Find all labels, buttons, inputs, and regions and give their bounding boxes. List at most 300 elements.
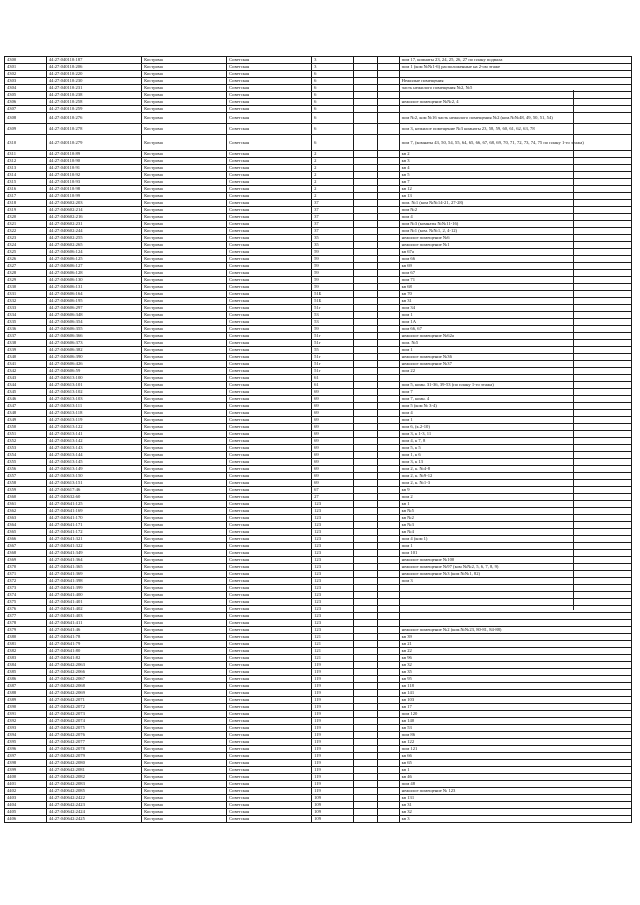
- city-cell: Кострома: [142, 410, 227, 417]
- row-number-cell: 4360: [5, 494, 47, 501]
- house-number-cell: 51Б: [312, 298, 354, 305]
- empty-cell: [378, 113, 400, 124]
- empty-cell: [354, 781, 378, 788]
- empty-cell: [354, 690, 378, 697]
- house-number-cell: 53: [312, 319, 354, 326]
- row-number-cell: 4362: [5, 508, 47, 515]
- row-number-cell: 4372: [5, 578, 47, 585]
- empty-cell: [354, 774, 378, 781]
- empty-cell: [354, 113, 378, 124]
- empty-cell: [354, 683, 378, 690]
- premises-description-cell: пом №2, ком №16 часть нежилого помещения №2 (ком.№№48, 49, 50, 51, 54): [399, 113, 631, 124]
- city-cell: Кострома: [142, 774, 227, 781]
- cadastral-number-cell: 44:27:040641:364: [46, 557, 141, 564]
- city-cell: Кострома: [142, 697, 227, 704]
- premises-description-cell: пом 22: [399, 368, 631, 375]
- empty-cell: [378, 172, 400, 179]
- empty-cell: [378, 277, 400, 284]
- row-number-cell: 4303: [5, 78, 47, 85]
- row-number-cell: 4328: [5, 270, 47, 277]
- house-number-cell: 119: [312, 781, 354, 788]
- empty-cell: [378, 424, 400, 431]
- city-cell: Кострома: [142, 284, 227, 291]
- cadastral-number-cell: 44:27:040641:80: [46, 648, 141, 655]
- house-number-cell: 69: [312, 459, 354, 466]
- empty-cell: [354, 487, 378, 494]
- street-cell: Советская: [227, 270, 312, 277]
- house-number-cell: 51г: [312, 368, 354, 375]
- empty-cell: [378, 221, 400, 228]
- street-cell: Советская: [227, 312, 312, 319]
- city-cell: Кострома: [142, 403, 227, 410]
- house-number-cell: 123: [312, 536, 354, 543]
- cadastral-number-cell: 44:27:040641:78: [46, 634, 141, 641]
- empty-cell: [378, 158, 400, 165]
- cadastral-number-cell: 44:27:040110:258: [46, 99, 141, 106]
- cadastral-number-cell: 44:27:040642:2066: [46, 669, 141, 676]
- empty-cell: [378, 298, 400, 305]
- premises-description-cell: Нежилые помещения: [399, 78, 631, 85]
- house-number-cell: 2: [312, 172, 354, 179]
- street-cell: Советская: [227, 347, 312, 354]
- premises-description-cell: пом 2, к. №4-8: [399, 466, 631, 473]
- street-cell: Советская: [227, 179, 312, 186]
- premises-description-cell: нежилое помещение №36: [399, 354, 631, 361]
- cadastral-number-cell: 44:27:040642:2076: [46, 732, 141, 739]
- empty-cell: [354, 124, 378, 135]
- empty-cell: [354, 732, 378, 739]
- empty-cell: [378, 788, 400, 795]
- empty-cell: [354, 753, 378, 760]
- row-number-cell: 4339: [5, 347, 47, 354]
- house-number-cell: 69: [312, 396, 354, 403]
- cadastral-number-cell: 44:27:040641:321: [46, 536, 141, 543]
- street-cell: Советская: [227, 648, 312, 655]
- city-cell: Кострома: [142, 431, 227, 438]
- house-number-cell: 123: [312, 557, 354, 564]
- premises-description-cell: кв №3: [399, 522, 631, 529]
- row-number-cell: 4398: [5, 760, 47, 767]
- cadastral-number-cell: 44:27:040642:2085: [46, 788, 141, 795]
- margin-line: [570, 90, 574, 610]
- empty-cell: [354, 494, 378, 501]
- cadastral-number-cell: 44:27:040641:411: [46, 620, 141, 627]
- city-cell: Кострома: [142, 620, 227, 627]
- cadastral-number-cell: 44:27:040606:195: [46, 298, 141, 305]
- premises-description-cell: пом №3 (комнаты №№11-16): [399, 221, 631, 228]
- city-cell: Кострома: [142, 389, 227, 396]
- city-cell: Кострома: [142, 319, 227, 326]
- row-number-cell: 4315: [5, 179, 47, 186]
- premises-description-cell: пом 4: [399, 214, 631, 221]
- table-row: [5, 277, 632, 284]
- street-cell: Советская: [227, 697, 312, 704]
- row-number-cell: 4403: [5, 795, 47, 802]
- cadastral-number-cell: 44:27:040110:259: [46, 106, 141, 113]
- table-row: [5, 158, 632, 165]
- house-number-cell: 3: [312, 57, 354, 64]
- table-row: [5, 312, 632, 319]
- premises-description-cell: кв 131: [399, 795, 631, 802]
- premises-description-cell: [399, 606, 631, 613]
- street-cell: Советская: [227, 620, 312, 627]
- row-number-cell: 4336: [5, 326, 47, 333]
- table-row: [5, 515, 632, 522]
- city-cell: Кострома: [142, 459, 227, 466]
- premises-description-cell: [399, 106, 631, 113]
- empty-cell: [378, 445, 400, 452]
- premises-description-cell: кв 96: [399, 655, 631, 662]
- house-number-cell: 6: [312, 78, 354, 85]
- city-cell: Кострома: [142, 207, 227, 214]
- table-row: [5, 613, 632, 620]
- house-number-cell: 6: [312, 71, 354, 78]
- row-number-cell: 4348: [5, 410, 47, 417]
- cadastral-number-cell: 44:27:040613:122: [46, 424, 141, 431]
- city-cell: Кострома: [142, 571, 227, 578]
- table-row: [5, 235, 632, 242]
- street-cell: Советская: [227, 78, 312, 85]
- street-cell: Советская: [227, 438, 312, 445]
- empty-cell: [354, 172, 378, 179]
- street-cell: Советская: [227, 193, 312, 200]
- premises-description-cell: [399, 375, 631, 382]
- city-cell: Кострома: [142, 242, 227, 249]
- row-number-cell: 4378: [5, 620, 47, 627]
- house-number-cell: 37: [312, 207, 354, 214]
- empty-cell: [354, 627, 378, 634]
- house-number-cell: 69: [312, 417, 354, 424]
- cadastral-number-cell: 44:27:040602:214: [46, 207, 141, 214]
- empty-cell: [378, 529, 400, 536]
- city-cell: Кострома: [142, 641, 227, 648]
- premises-description-cell: пом 86: [399, 732, 631, 739]
- empty-cell: [378, 683, 400, 690]
- house-number-cell: 123: [312, 578, 354, 585]
- street-cell: Советская: [227, 417, 312, 424]
- table-row: [5, 704, 632, 711]
- row-number-cell: 4391: [5, 711, 47, 718]
- empty-cell: [354, 298, 378, 305]
- premises-description-cell: нежилое помещение №6: [399, 235, 631, 242]
- row-number-cell: 4318: [5, 200, 47, 207]
- table-row: [5, 179, 632, 186]
- empty-cell: [354, 382, 378, 389]
- city-cell: Кострома: [142, 683, 227, 690]
- cadastral-number-cell: 44:27:040641:349: [46, 550, 141, 557]
- house-number-cell: 123: [312, 501, 354, 508]
- empty-cell: [378, 466, 400, 473]
- empty-cell: [354, 529, 378, 536]
- street-cell: Советская: [227, 501, 312, 508]
- street-cell: Советская: [227, 151, 312, 158]
- cadastral-number-cell: 44:27:040606:131: [46, 284, 141, 291]
- premises-description-cell: пом 5, комн. 31-36, 39-53 (по плану 1-го этажа): [399, 382, 631, 389]
- empty-cell: [354, 135, 378, 151]
- street-cell: Советская: [227, 515, 312, 522]
- city-cell: Кострома: [142, 592, 227, 599]
- table-row: [5, 172, 632, 179]
- table-row: [5, 620, 632, 627]
- premises-description-cell: пом 67: [399, 270, 631, 277]
- table-row: [5, 64, 632, 71]
- table-row: [5, 606, 632, 613]
- empty-cell: [354, 361, 378, 368]
- empty-cell: [378, 165, 400, 172]
- empty-cell: [354, 368, 378, 375]
- house-number-cell: 123: [312, 571, 354, 578]
- table-row: [5, 200, 632, 207]
- premises-description-cell: пом. №1 (ком №№14-21, 27-28): [399, 200, 631, 207]
- empty-cell: [378, 599, 400, 606]
- row-number-cell: 4395: [5, 739, 47, 746]
- city-cell: Кострома: [142, 326, 227, 333]
- cadastral-number-cell: 44:27:040641:322: [46, 543, 141, 550]
- empty-cell: [378, 326, 400, 333]
- house-number-cell: 59: [312, 270, 354, 277]
- table-row: [5, 599, 632, 606]
- empty-cell: [378, 284, 400, 291]
- city-cell: Кострома: [142, 585, 227, 592]
- row-number-cell: 4396: [5, 746, 47, 753]
- empty-cell: [354, 319, 378, 326]
- cadastral-number-cell: 44:27:040617:46: [46, 487, 141, 494]
- empty-cell: [354, 431, 378, 438]
- row-number-cell: 4334: [5, 312, 47, 319]
- street-cell: Советская: [227, 592, 312, 599]
- empty-cell: [378, 92, 400, 99]
- street-cell: Советская: [227, 298, 312, 305]
- empty-cell: [378, 515, 400, 522]
- cadastral-number-cell: 44:27:040606:373: [46, 340, 141, 347]
- empty-cell: [378, 382, 400, 389]
- row-number-cell: 4347: [5, 403, 47, 410]
- street-cell: Советская: [227, 683, 312, 690]
- empty-cell: [354, 564, 378, 571]
- city-cell: Кострома: [142, 767, 227, 774]
- empty-cell: [354, 466, 378, 473]
- table-row: [5, 697, 632, 704]
- table-row: [5, 578, 632, 585]
- cadastral-number-cell: 44:27:040110:276: [46, 113, 141, 124]
- table-row: [5, 816, 632, 823]
- empty-cell: [354, 242, 378, 249]
- city-cell: Кострома: [142, 158, 227, 165]
- empty-cell: [378, 550, 400, 557]
- empty-cell: [354, 606, 378, 613]
- table-row: [5, 92, 632, 99]
- row-number-cell: 4369: [5, 557, 47, 564]
- table-row: [5, 368, 632, 375]
- empty-cell: [378, 718, 400, 725]
- table-row: [5, 466, 632, 473]
- row-number-cell: 4306: [5, 99, 47, 106]
- cadastral-number-cell: 44:27:040641:369: [46, 571, 141, 578]
- street-cell: Советская: [227, 305, 312, 312]
- cadastral-number-cell: 44:27:040642:2071: [46, 697, 141, 704]
- house-number-cell: 109: [312, 795, 354, 802]
- table-row: [5, 165, 632, 172]
- empty-cell: [354, 78, 378, 85]
- city-cell: Кострома: [142, 106, 227, 113]
- cadastral-number-cell: 44:27:040613:149: [46, 466, 141, 473]
- empty-cell: [354, 557, 378, 564]
- table-row: [5, 361, 632, 368]
- empty-cell: [354, 739, 378, 746]
- city-cell: Кострома: [142, 795, 227, 802]
- table-row: [5, 319, 632, 326]
- city-cell: Кострома: [142, 277, 227, 284]
- row-number-cell: 4381: [5, 641, 47, 648]
- cadastral-number-cell: 44:27:040641:402: [46, 606, 141, 613]
- table-row: [5, 767, 632, 774]
- premises-description-cell: кв 5: [399, 172, 631, 179]
- empty-cell: [354, 347, 378, 354]
- table-row: [5, 802, 632, 809]
- house-number-cell: 119: [312, 753, 354, 760]
- empty-cell: [378, 494, 400, 501]
- table-row: [5, 207, 632, 214]
- house-number-cell: 121: [312, 648, 354, 655]
- empty-cell: [378, 690, 400, 697]
- row-number-cell: 4361: [5, 501, 47, 508]
- house-number-cell: 2: [312, 193, 354, 200]
- street-cell: Советская: [227, 529, 312, 536]
- premises-description-cell: [399, 592, 631, 599]
- premises-description-cell: [399, 599, 631, 606]
- row-number-cell: 4305: [5, 92, 47, 99]
- city-cell: Кострома: [142, 179, 227, 186]
- table-row: [5, 106, 632, 113]
- cadastral-number-cell: 44:27:040110:238: [46, 92, 141, 99]
- house-number-cell: 119: [312, 718, 354, 725]
- house-number-cell: 61: [312, 382, 354, 389]
- empty-cell: [354, 473, 378, 480]
- empty-cell: [354, 179, 378, 186]
- cadastral-number-cell: 44:27:040641:400: [46, 592, 141, 599]
- row-number-cell: 4394: [5, 732, 47, 739]
- premises-description-cell: пом. №5: [399, 340, 631, 347]
- empty-cell: [354, 221, 378, 228]
- cadastral-number-cell: 44:27:040642:2072: [46, 704, 141, 711]
- house-number-cell: 121: [312, 641, 354, 648]
- empty-cell: [378, 193, 400, 200]
- empty-cell: [354, 284, 378, 291]
- street-cell: Советская: [227, 186, 312, 193]
- empty-cell: [354, 256, 378, 263]
- city-cell: Кострома: [142, 438, 227, 445]
- empty-cell: [378, 270, 400, 277]
- street-cell: Советская: [227, 550, 312, 557]
- row-number-cell: 4302: [5, 71, 47, 78]
- empty-cell: [378, 676, 400, 683]
- empty-cell: [354, 501, 378, 508]
- row-number-cell: 4374: [5, 592, 47, 599]
- table-row: [5, 585, 632, 592]
- city-cell: Кострома: [142, 634, 227, 641]
- row-number-cell: 4332: [5, 298, 47, 305]
- house-number-cell: 37: [312, 221, 354, 228]
- cadastral-number-cell: 44:27:040641:398: [46, 578, 141, 585]
- row-number-cell: 4320: [5, 214, 47, 221]
- table-row: [5, 375, 632, 382]
- row-number-cell: 4353: [5, 445, 47, 452]
- table-row: [5, 57, 632, 64]
- street-cell: Советская: [227, 606, 312, 613]
- street-cell: Советская: [227, 802, 312, 809]
- empty-cell: [378, 256, 400, 263]
- empty-cell: [378, 669, 400, 676]
- empty-cell: [354, 445, 378, 452]
- city-cell: Кострома: [142, 333, 227, 340]
- empty-cell: [354, 571, 378, 578]
- city-cell: Кострома: [142, 718, 227, 725]
- table-row: [5, 270, 632, 277]
- table-row: [5, 543, 632, 550]
- cadastral-number-cell: 44:27:040613:150: [46, 473, 141, 480]
- cadastral-number-cell: 44:27:040110:206: [46, 64, 141, 71]
- city-cell: Кострома: [142, 78, 227, 85]
- empty-cell: [378, 417, 400, 424]
- empty-cell: [354, 106, 378, 113]
- table-row: [5, 326, 632, 333]
- empty-cell: [354, 655, 378, 662]
- empty-cell: [378, 319, 400, 326]
- cadastral-number-cell: 44:27:040613:143: [46, 445, 141, 452]
- table-row: [5, 669, 632, 676]
- cadastral-number-cell: 44:27:040606:127: [46, 263, 141, 270]
- cadastral-number-cell: 44:27:040641:401: [46, 599, 141, 606]
- premises-description-cell: [399, 92, 631, 99]
- city-cell: Кострома: [142, 172, 227, 179]
- city-cell: Кострома: [142, 613, 227, 620]
- cadastral-number-cell: 44:27:040606:130: [46, 277, 141, 284]
- city-cell: Кострома: [142, 809, 227, 816]
- city-cell: Кострома: [142, 424, 227, 431]
- street-cell: Советская: [227, 235, 312, 242]
- city-cell: Кострома: [142, 501, 227, 508]
- house-number-cell: 61: [312, 375, 354, 382]
- empty-cell: [378, 767, 400, 774]
- street-cell: Советская: [227, 760, 312, 767]
- house-number-cell: 121: [312, 634, 354, 641]
- row-number-cell: 4384: [5, 662, 47, 669]
- table-row: [5, 718, 632, 725]
- empty-cell: [378, 795, 400, 802]
- table-row: [5, 284, 632, 291]
- row-number-cell: 4333: [5, 305, 47, 312]
- row-number-cell: 4402: [5, 788, 47, 795]
- street-cell: Советская: [227, 410, 312, 417]
- empty-cell: [378, 207, 400, 214]
- street-cell: Советская: [227, 64, 312, 71]
- cadastral-number-cell: 44:27:040641:172: [46, 529, 141, 536]
- premises-description-cell: пом 3, нежилое помещение №3 комнаты 23, 58, 59, 60, 61, 62, 63, 78: [399, 124, 631, 135]
- empty-cell: [378, 648, 400, 655]
- city-cell: Кострома: [142, 64, 227, 71]
- table-row: [5, 809, 632, 816]
- empty-cell: [354, 522, 378, 529]
- house-number-cell: 59: [312, 284, 354, 291]
- street-cell: Советская: [227, 382, 312, 389]
- table-row: [5, 214, 632, 221]
- row-number-cell: 4316: [5, 186, 47, 193]
- street-cell: Советская: [227, 711, 312, 718]
- registry-sheet: [4, 56, 632, 823]
- empty-cell: [378, 242, 400, 249]
- house-number-cell: 6: [312, 99, 354, 106]
- house-number-cell: 123: [312, 550, 354, 557]
